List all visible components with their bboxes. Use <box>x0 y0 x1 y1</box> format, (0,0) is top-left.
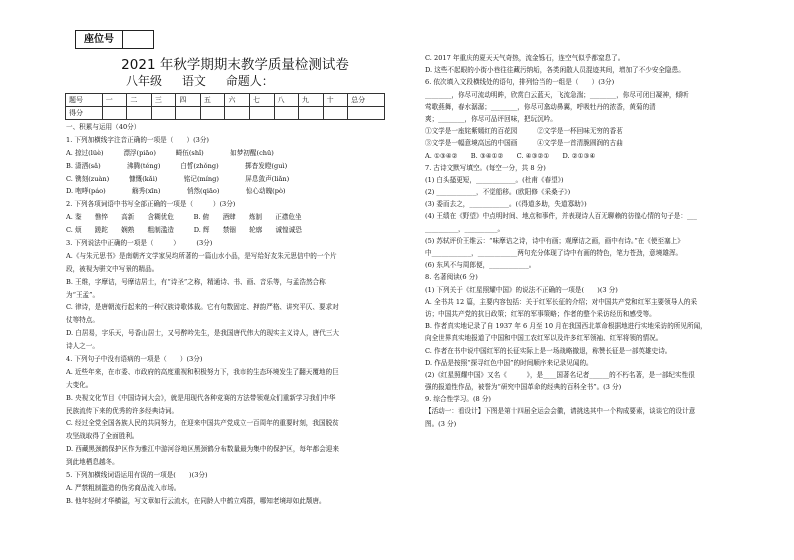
text-line: __________，__________。 <box>425 224 505 233</box>
score-table-header-cell: 题号 <box>66 94 103 107</box>
text-line: B. 央视文化节目《中国诗词大会》，就是用现代各种竞赛的方法带领观众们重新学习我们中华 <box>66 393 336 402</box>
text-line: 到此地栖息越冬。 <box>66 458 119 467</box>
text-line: 【活动一：看设计】下图是第十四届全运会会徽，请挑选其中一个构成要素，谈谈它的设计意 <box>425 407 696 416</box>
text-line: 图。(3 分) <box>425 419 457 428</box>
text-line: C. 律诗，是唐朝流行起来的一种汉族诗歌体裁。它有句数固定、押韵严格、讲究平仄、要求对 <box>66 303 339 312</box>
text-line: 中____________，____________两句充分体现了诗中有画的特色，笔力苍劲，意境雄浑。 <box>425 249 683 257</box>
text-line: (1) 白头搔更短，____________。(杜甫《春望》) <box>425 175 564 184</box>
score-table-header-cell: 三 <box>151 94 176 107</box>
text-line: D. 这些不起眼的小街小巷往往藏污纳垢，各类闲散人员混迹其间，增加了不少安全隐患。 <box>425 66 685 75</box>
text-line: 2. 下列各项词语中书写全部正确的一项是（ ）(3分) <box>66 200 236 209</box>
text-line: D. 咆哮(páo) 觞秀(xīn) 悄然(qiāo) 惊心动魄(pò) <box>66 187 286 196</box>
score-table-header-cell: 六 <box>225 94 250 107</box>
text-line: B. 王维，字摩诘，号摩诘居士，有“诗圣”之称，精通诗、书、画、音乐等，与孟浩然合称 <box>66 277 326 286</box>
exam-subtitle <box>126 72 290 89</box>
score-cell[interactable] <box>127 107 152 120</box>
text-line: (2)《红星照耀中国》又名《 》，是____国著名记者______的不朽名著，是一部纪实性很 <box>425 370 695 379</box>
text-line: 9. 综合性学习。(8 分) <box>425 395 491 404</box>
seat-number-box <box>75 30 154 49</box>
score-cell[interactable] <box>299 107 324 120</box>
text-line: C. 烦 蹉跎 娴熟 粗制滥造 D. 辉 禁锢 轮廓 诚惶诚恐 <box>66 226 302 235</box>
score-row-label: 得分 <box>66 107 103 120</box>
score-table-header-cell: 九 <box>299 94 324 107</box>
score-table-header-cell: 四 <box>176 94 201 107</box>
subject-label: 语文 <box>181 74 206 88</box>
text-line: ________，你尽可流动明眸，欣赏白云蓝天，飞流急湍；________，你尽可闭目凝神，倾听 <box>425 90 689 99</box>
text-line: A.《与朱元思书》是南朝齐文学家吴均所著的一篇山水小品，是写给好友朱元思信中的一个片 <box>66 251 337 260</box>
text-line: 5. 下列加横线词语运用有误的一项是( )(3分) <box>66 471 208 480</box>
text-line: D. 白居易，字乐天，号香山居士，又号醉吟先生，是我国唐代伟大的现实主义诗人，唐代三大 <box>66 329 339 338</box>
score-cell[interactable] <box>200 107 225 120</box>
text-line: 4. 下列句子中没有语病的一项是（ ）(3分) <box>66 355 203 364</box>
score-cell[interactable] <box>249 107 274 120</box>
text-line: A. ①③④② B. ③④①② C. ④③②① D. ②①③④ <box>425 151 596 160</box>
text-line: 段，被视为骈文中写景的精品。 <box>66 264 159 273</box>
text-line: (6) 东风不与周郎便，____________。 <box>425 261 536 270</box>
text-line: A. 全书共 12 篇，主要内容包括：关于红军长征的介绍；对中国共产党和红军主要领导人的采 <box>425 297 698 306</box>
score-table-header-cell: 七 <box>249 94 274 107</box>
text-line: ①文学是一座姹紫嫣红的百花园 ②文学是一杯回味无穷的香茗 <box>425 127 623 136</box>
score-cell[interactable] <box>348 107 385 120</box>
score-cell[interactable] <box>102 107 127 120</box>
text-line: 一、积累与运用（40分） <box>66 123 141 131</box>
score-cell[interactable] <box>151 107 176 120</box>
score-cell[interactable] <box>225 107 250 120</box>
text-line: (2) ____________，不觉船移。(欧阳修《采桑子》) <box>425 188 571 197</box>
text-line: A. 近些年来，在市委、市政府的高度重视和积极努力下，我市的生态环境发生了翻天覆地的巨 <box>66 367 339 376</box>
text-line: (1) 下列关于《红星照耀中国》的说法不正确的一项是( )(3 分) <box>425 285 618 294</box>
text-line: 攻坚战取得了全面胜利。 <box>66 432 139 441</box>
text-line: A. 鉴 憔悴 高新 含糊优危 B. 俯 酒肆 炼制 正襟危坐 <box>66 213 302 222</box>
text-line: A. 严禁粗制滥造的伪劣商品流入市场。 <box>66 483 181 492</box>
text-line: ③文学是一幅意境高远的中国画 ④文学是一首清脆圆润的古曲 <box>425 139 623 148</box>
text-line: B. 潇洒(sǎ) 沸腾(téng) 白皙(zhǒng) 掷杳发瞪(guì) <box>66 161 288 170</box>
text-line: 诗人之一。 <box>66 342 99 351</box>
grade-label: 八年级 <box>126 74 163 88</box>
score-cell[interactable] <box>176 107 201 120</box>
text-line: 为“王孟”。 <box>66 290 100 299</box>
text-line: C. 2017 年重庆的夏天天气奇热，流金铄石，连空气似乎都窒息了。 <box>425 54 625 62</box>
text-line: C. 作者在书中说中国红军的长征实际上是一场战略撤退，称赞长征是一部英雄史诗。 <box>425 346 672 355</box>
score-table-header-cell: 八 <box>274 94 299 107</box>
right-column <box>425 52 770 430</box>
text-line: 大变化。 <box>66 380 93 389</box>
text-line: 3. 下列说法中正确的一项是（ ） (3分) <box>66 239 213 248</box>
score-table-header-cell: 十 <box>323 94 348 107</box>
score-cell[interactable] <box>323 107 348 120</box>
text-line: 爽；________，你尽可品评回味，把玩沉吟。 <box>425 114 557 123</box>
exam-title: 2021 年秋学期期末教学质量检测试卷 <box>121 57 349 73</box>
text-line: (3) 委而去之，____________。(《得道多助，失道寡助》) <box>425 200 587 209</box>
text-line: 访；中国共产党的抗日政策；红军的军事策略；作者的整个采访经历和感受等。 <box>425 309 656 318</box>
text-line: 仗等特点。 <box>66 316 99 325</box>
text-line: A. 掠过(lüè) 漂浮(piāo) 畸伍(shǐ) 如梦初醒(chū) <box>66 148 274 157</box>
score-table-header-cell: 一 <box>102 94 127 107</box>
author-label: 命题人： <box>225 74 274 88</box>
score-table-header-cell: 五 <box>200 94 225 107</box>
text-line: B. 作者真实地记录了自 1937 年 6 月至 10 月在我国西北革命根据地进行实地采访的所见所闻， <box>425 322 707 331</box>
score-table-header-row <box>66 94 385 107</box>
score-table <box>65 93 385 120</box>
text-line: 6. 依次填入文段横线处的语句，排列恰当的一组是（ ）(3分) <box>425 78 615 87</box>
text-line: (4) 王绩在《野望》中点明时间、地点和事件，并表现诗人百无聊赖的彷徨心情的句子是：___ <box>425 212 697 221</box>
score-table-header-cell: 总分 <box>348 94 385 107</box>
score-cell[interactable] <box>274 107 299 120</box>
text-line: C. 经过全党全国各族人民的共同努力，在迎来中国共产党成立一百周年的重要时刻，我国脱贫 <box>66 419 339 428</box>
left-column <box>66 121 396 508</box>
seat-number-field[interactable] <box>123 31 153 48</box>
text-line: 7. 古诗文默写填空。(每空一分，共 8 分) <box>425 163 546 172</box>
text-line: (5) 苏轼评价王维云：“味摩诘之诗，诗中有画；观摩诘之画，画中有诗。”在《使至塞上》 <box>425 236 684 245</box>
text-line: D. 西藏黑颈鹤保护区作为雅江中游河谷地区黑颈鹤分布数量最为集中的保护区，每年都会迎来 <box>66 445 339 454</box>
seat-number-label: 座位号 <box>76 31 123 48</box>
score-table-score-row <box>66 107 385 120</box>
score-table-header-cell: 二 <box>127 94 152 107</box>
text-line: D. 作品是按照“探寻红色中国”的时间顺序来记录见闻的。 <box>425 358 593 367</box>
text-line: 强的报道性作品，被誉为“研究中国革命的经典的百科全书”。(3 分) <box>425 383 622 392</box>
text-line: 1. 下列加横线字注音正确的一项是（ ）(3分) <box>66 135 210 144</box>
text-line: 莺歌燕舞，春水潺潺；________，你尽可翕动鼻翼，呼吸牡丹的浓香，黄菊的清 <box>425 102 656 111</box>
text-line: 民族流传下来的优秀的许多经典诗词。 <box>66 406 179 415</box>
text-line: 向全世界真实地报道了中国和中国工农红军以及许多红军领袖、红军将领的情况。 <box>425 334 663 343</box>
text-line: 8. 名著阅读(6 分) <box>425 273 478 282</box>
text-line: C. 镌刻(zuàn) 慷慨(kǎi) 铭记(míng) 屏息敛声(liǎn) <box>66 174 290 183</box>
text-line: B. 他年轻时才华横溢，写文章如行云流水，在同龄人中鹤立鸡群，哪知老境却如此颓唐。 <box>66 496 326 505</box>
